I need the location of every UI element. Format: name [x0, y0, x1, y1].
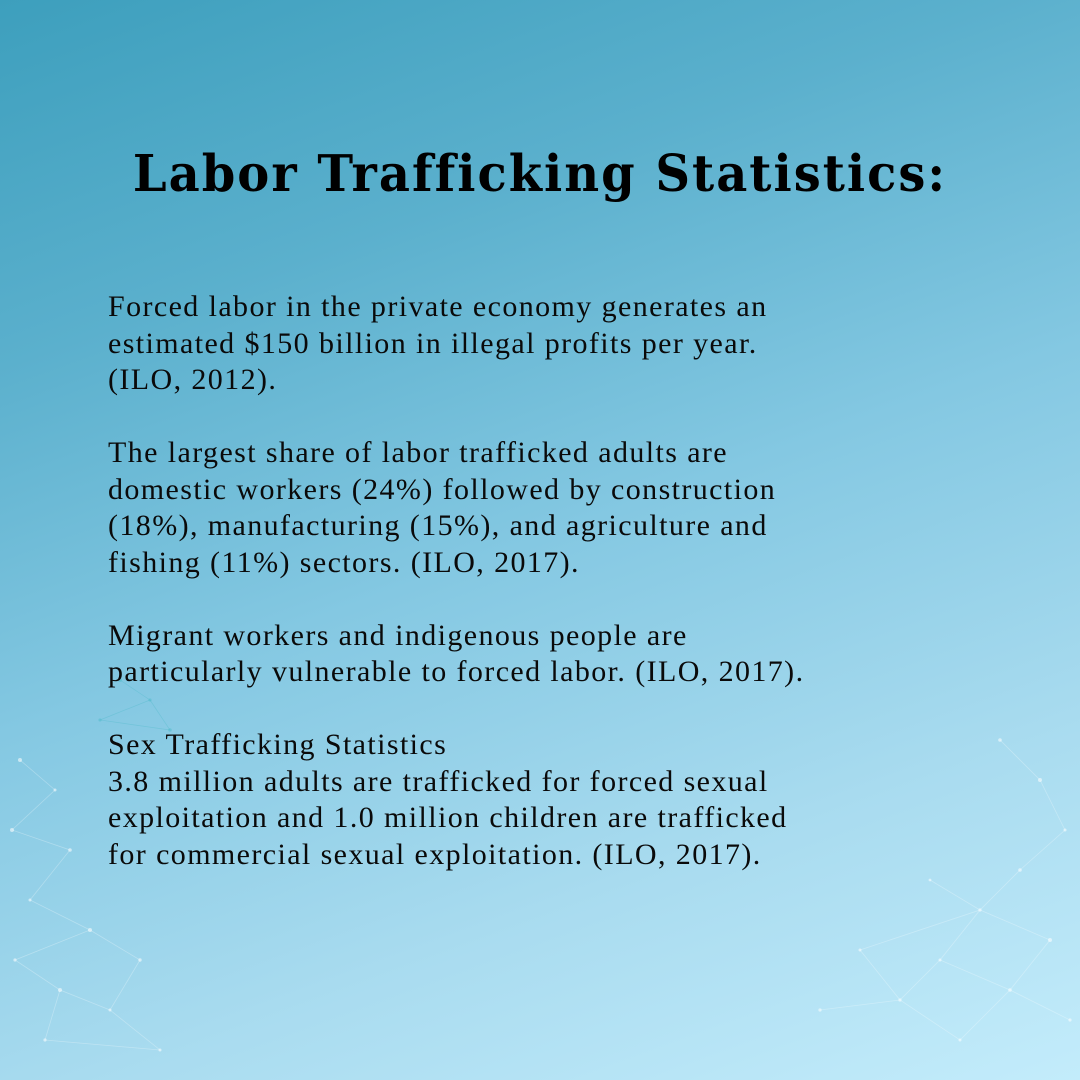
paragraph-line: 3.8 million adults are trafficked for forced sexual	[108, 764, 769, 798]
paragraph-private-economy	[108, 289, 1008, 399]
paragraph-sex-trafficking	[108, 727, 1008, 873]
paragraph-line: Forced labor in the private economy generates an	[108, 290, 768, 323]
paragraph-line: estimated $150 billion in illegal profits per year.	[108, 326, 758, 360]
section-heading-sex-trafficking: Sex Trafficking Statistics	[108, 728, 448, 761]
paragraph-line: Migrant workers and indigenous people are	[108, 618, 688, 652]
paragraph-line: domestic workers (24%) followed by construction	[108, 472, 777, 506]
page-title: Labor Trafficking Statistics:	[132, 144, 948, 204]
paragraph-line: exploitation and 1.0 million children are trafficked	[108, 801, 788, 834]
paragraph-line: fishing (11%) sectors. (ILO, 2017).	[108, 545, 580, 579]
paragraph-migrant-workers	[108, 618, 1008, 691]
paragraph-line: particularly vulnerable to forced labor. (ILO, 2017).	[108, 655, 805, 688]
statistics-content	[108, 289, 1008, 910]
paragraph-line: The largest share of labor trafficked adults are	[108, 436, 729, 469]
paragraph-sectors	[108, 435, 1008, 581]
paragraph-line: (ILO, 2012).	[108, 363, 278, 396]
paragraph-line: (18%), manufacturing (15%), and agriculture and	[108, 509, 768, 542]
paragraph-line: for commercial sexual exploitation. (ILO, 2017).	[108, 837, 762, 871]
